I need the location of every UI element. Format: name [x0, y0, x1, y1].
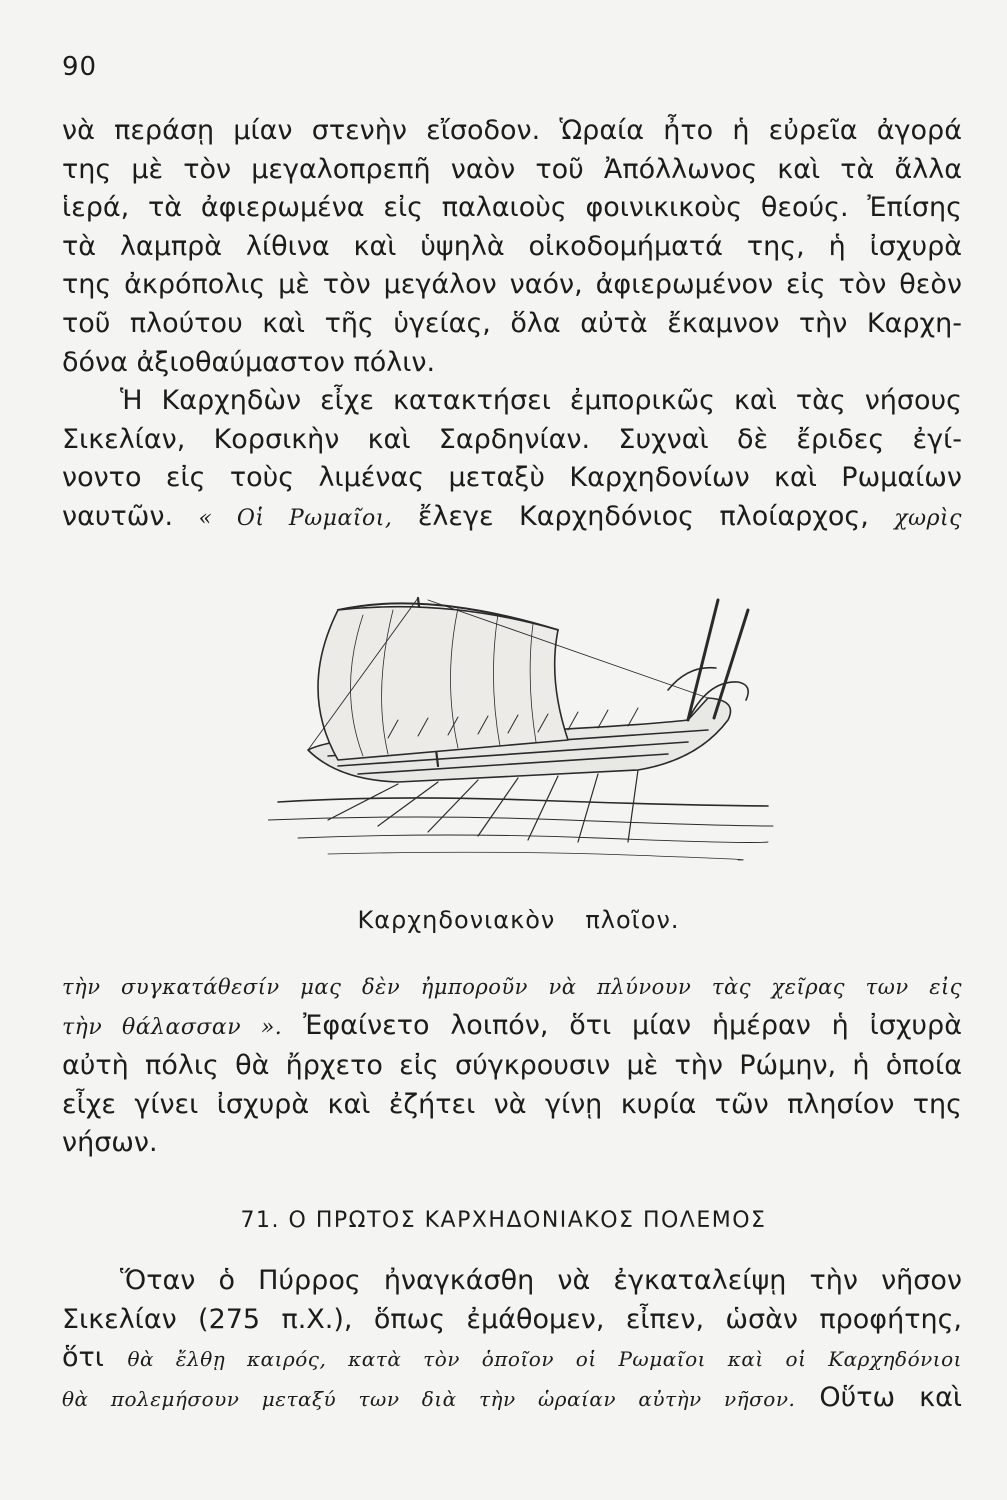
section-heading: 71. Ο ΠΡΩΤΟΣ ΚΑΡΧΗΔΟΝΙΑΚΟΣ ΠΟΛΕΜΟΣ	[240, 1208, 767, 1233]
text-line: της ἀκρόπολις μὲ τὸν μεγάλον ναόν, ἀφιερωμένον εἰς τὸν θεὸν	[62, 269, 962, 301]
text-line	[62, 1379, 962, 1419]
ship-illustration	[268, 570, 788, 880]
text-line: αὐτὴ πόλις θὰ ἤρχετο εἰς σύγκρουσιν μὲ τὴν Ρώμην, ἡ ὁποία	[62, 1050, 962, 1082]
paragraph-agora	[62, 112, 962, 382]
text-line: τὰ λαμπρὰ λίθινα καὶ ὑψηλὰ οἰκοδομήματά της, ἡ ἰσχυρὰ	[62, 230, 962, 262]
text-fragment: ὅτι	[62, 1342, 104, 1374]
italic-quote: χωρὶς	[894, 505, 962, 531]
caption-word: πλοῖον.	[585, 906, 680, 934]
caption-word: Καρχηδονιακὸν	[357, 906, 556, 934]
paragraph-quote	[62, 968, 962, 1163]
page-number: 90	[62, 52, 98, 82]
text-line: Ἡ Καρχηδὼν εἶχε κατακτήσει ἐμπορικῶς καὶ τὰς νήσους	[120, 385, 962, 416]
text-fragment: Οὕτω καὶ	[819, 1381, 963, 1413]
text-line: Ὅταν ὁ Πύρρος ἠναγκάσθη νὰ ἐγκαταλείψῃ τὴν νῆσον	[120, 1265, 962, 1296]
paragraph-conquest	[62, 382, 962, 538]
italic-quote: « Οἱ Ρωμαῖοι,	[198, 505, 393, 531]
text-line: νὰ περάσῃ μίαν στενὴν εἴσοδον. Ὡραία ἦτο ἡ εὐρεῖα ἀγορά	[62, 115, 962, 146]
text-line: Σικελίαν, Κορσικὴν καὶ Σαρδηνίαν. Συχναὶ δὲ ἔριδες ἐγί-	[62, 423, 962, 455]
text-line: νήσων.	[62, 1127, 158, 1159]
figure-caption	[0, 906, 1007, 934]
text-line	[62, 1339, 962, 1379]
text-line: δόνα ἀξιοθαύμαστον πόλιν.	[62, 346, 436, 378]
text-line: εἶχε γίνει ἰσχυρὰ καὶ ἐζήτει νὰ γίνῃ κυρία τῶν πλησίον της	[62, 1088, 962, 1120]
text-line: της μὲ τὸν μεγαλοπρεπῆ ναὸν τοῦ Ἀπόλλωνος καὶ τὰ ἄλλα	[62, 153, 962, 185]
paragraph-pyrrhus	[62, 1262, 962, 1418]
text-line: τοῦ πλούτου καὶ τῆς ὑγείας, ὅλα αὐτὰ ἔκαμνον τὴν Καρχη-	[62, 307, 962, 339]
text-line	[62, 1007, 962, 1048]
text-line: ἱερά, τὰ ἀφιερωμένα εἰς παλαιοὺς φοινικικοὺς θεούς. Ἐπίσης	[62, 192, 962, 224]
text-fragment: ἔλεγε Καρχηδόνιος πλοίαρχος,	[417, 500, 869, 532]
text-line: Σικελίαν (275 π.Χ.), ὅπως ἐμάθομεν, εἶπεν, ὡσὰν προφήτης,	[62, 1303, 962, 1335]
text-line: νοντο εἰς τοὺς λιμένας μεταξὺ Καρχηδονίων καὶ Ρωμαίων	[62, 462, 962, 494]
italic-line: τὴν συγκατάθεσίν μας δὲν ἠμποροῦν νὰ πλύνουν τὰς χεῖρας των εἰς	[62, 975, 962, 999]
italic-fragment: θὰ ἔλθῃ καιρός, κατὰ τὸν ὁποῖον οἱ Ρωμαῖοι καὶ οἱ Καρχηδόνιοι	[127, 1347, 962, 1372]
italic-fragment: θὰ πολεμήσουν μεταξύ των διὰ τὴν ὡραίαν αὐτὴν νῆσον.	[62, 1386, 796, 1411]
text-fragment: ναυτῶν.	[62, 500, 174, 532]
text-fragment: Ἐφαίνετο λοιπόν, ὅτι μίαν ἡμέραν ἡ ἰσχυρὰ	[303, 1009, 962, 1041]
carthaginian-ship-drawing	[268, 570, 788, 880]
italic-fragment: τὴν θάλασσαν ».	[62, 1014, 283, 1040]
text-line-quote-start	[62, 498, 962, 539]
